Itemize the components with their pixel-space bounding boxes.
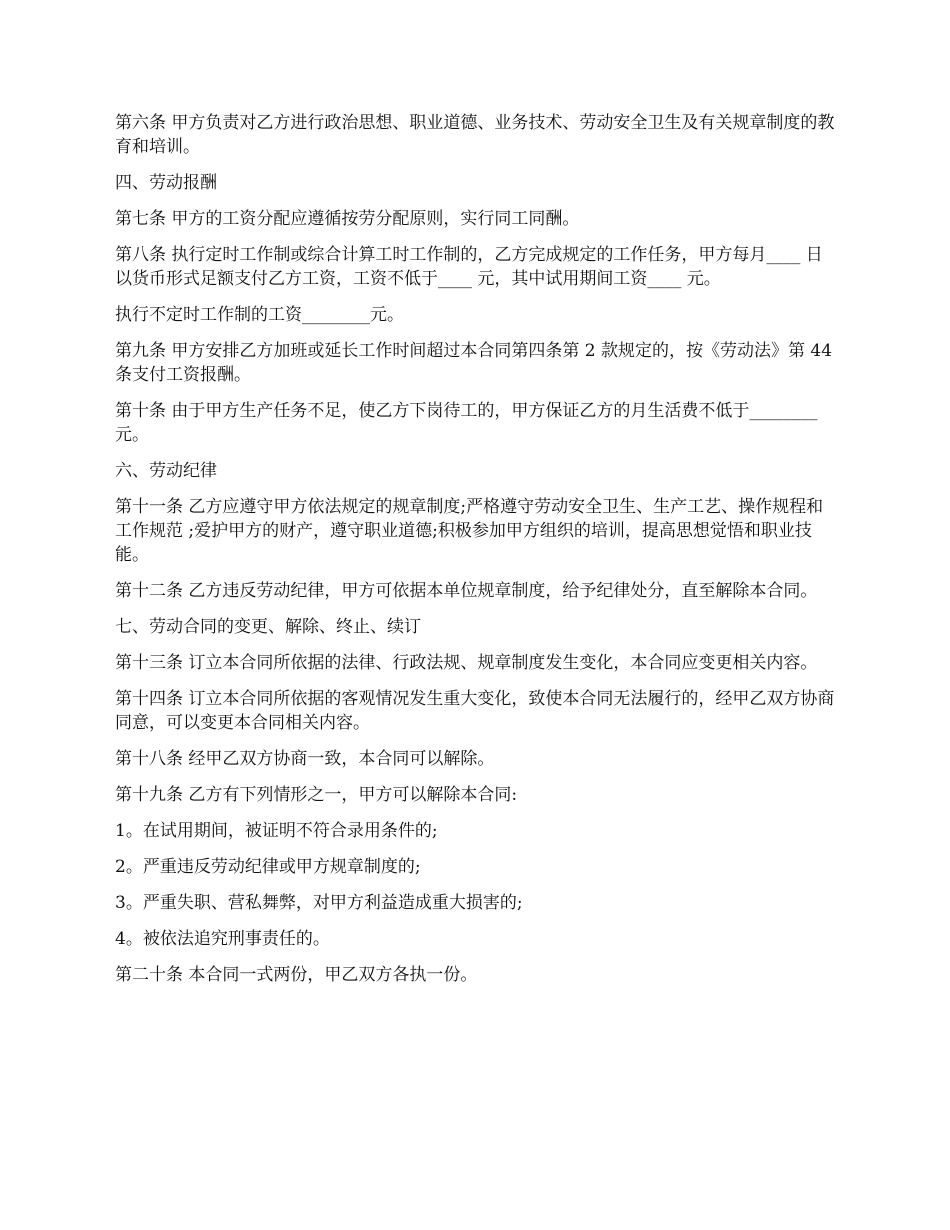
- section-heading-discipline: 六、劳动纪律: [115, 461, 217, 481]
- paragraph-article-8: 第八条 执行定时工作制或综合计算工时工作制的，乙方完成规定的工作任务，甲方每月____ 日以货币形式足额支付乙方工资，工资不低于____ 元，其中试用期间工资____ 元。: [115, 245, 823, 289]
- paragraph-article-9: 第九条 甲方安排乙方加班或延长工作时间超过本合同第四条第 2 款规定的，按《劳动法》第 44 条支付工资报酬。: [115, 341, 838, 385]
- list-item-1: 1。在试用期间，被证明不符合录用条件的;: [115, 821, 438, 841]
- section-heading-remuneration: 四、劳动报酬: [115, 173, 217, 193]
- paragraph-article-13: 第十三条 订立本合同所依据的法律、行政法规、规章制度发生变化，本合同应变更相关内容。: [115, 653, 818, 673]
- paragraph-article-6: 第六条 甲方负责对乙方进行政治思想、职业道德、业务技术、劳动安全卫生及有关规章制度的教育和培训。: [115, 113, 835, 157]
- paragraph-article-20: 第二十条 本合同一式两份，甲乙双方各执一份。: [115, 965, 478, 985]
- list-item-4: 4。被依法追究刑事责任的。: [115, 929, 330, 949]
- paragraph-irregular-hours-wage: 执行不定时工作制的工资________元。: [115, 305, 404, 325]
- paragraph-article-7: 第七条 甲方的工资分配应遵循按劳分配原则，实行同工同酬。: [115, 209, 580, 229]
- document-body: [115, 111, 838, 999]
- paragraph-article-10: 第十条 由于甲方生产任务不足，使乙方下岗待工的，甲方保证乙方的月生活费不低于________元。: [115, 401, 818, 445]
- paragraph-article-12: 第十二条 乙方违反劳动纪律，甲方可依据本单位规章制度，给予纪律处分，直至解除本合同。: [115, 581, 818, 601]
- paragraph-article-14: 第十四条 订立本合同所依据的客观情况发生重大变化，致使本合同无法履行的，经甲乙双方协商同意，可以变更本合同相关内容。: [115, 689, 835, 733]
- section-heading-contract-changes: 七、劳动合同的变更、解除、终止、续订: [115, 617, 421, 637]
- paragraph-article-19: 第十九条 乙方有下列情形之一，甲方可以解除本合同:: [115, 785, 518, 805]
- paragraph-article-18: 第十八条 经甲乙双方协商一致，本合同可以解除。: [115, 749, 495, 769]
- list-item-2: 2。严重违反劳动纪律或甲方规章制度的;: [115, 857, 421, 877]
- paragraph-article-11: 第十一条 乙方应遵守甲方依法规定的规章制度;严格遵守劳动安全卫生、生产工艺、操作规程和工作规范 ;爱护甲方的财产，遵守职业道德;积极参加甲方组织的培训，提高思想觉悟和职业技能。: [115, 497, 824, 565]
- list-item-3: 3。严重失职、营私舞弊，对甲方利益造成重大损害的;: [115, 893, 523, 913]
